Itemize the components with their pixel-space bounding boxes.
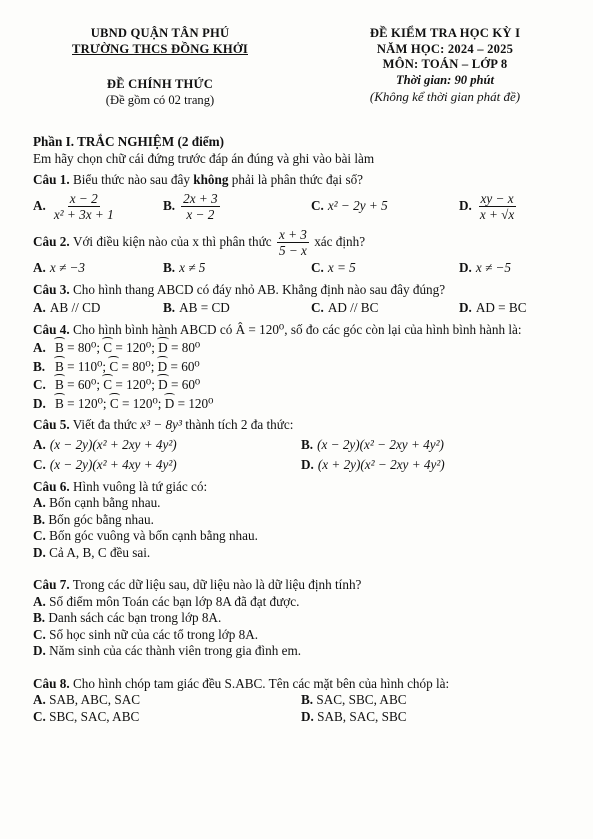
option-letter: D. bbox=[459, 260, 472, 276]
option-text: x ≠ 5 bbox=[179, 260, 206, 276]
option-letter: A. bbox=[33, 436, 46, 452]
option-text: SBC, SAC, ABC bbox=[49, 708, 140, 724]
option-text: Bốn góc vuông và bốn cạnh bằng nhau. bbox=[49, 528, 258, 544]
q4-text-b: , số đo các góc còn lại của hình bình hành là: bbox=[284, 321, 522, 337]
option-letter: A. bbox=[33, 197, 46, 213]
q3-label: Câu 3. bbox=[33, 281, 70, 297]
q3-option-d[interactable] bbox=[459, 300, 527, 317]
q5-option-a[interactable] bbox=[33, 437, 301, 454]
q2-text-end: xác định? bbox=[314, 234, 366, 250]
option-text: Năm sinh của các thành viên trong gia đình em. bbox=[49, 643, 302, 659]
angle-b: 80⁰ bbox=[77, 340, 97, 356]
q7-options bbox=[33, 594, 573, 660]
option-text: SAB, SAC, SBC bbox=[317, 708, 407, 724]
district-name: UBND QUẬN TÂN PHÚ bbox=[90, 26, 230, 40]
q5-text-a: Viết đa thức bbox=[72, 417, 137, 433]
angle-b: 120⁰ bbox=[77, 395, 103, 411]
q3-option-b[interactable] bbox=[163, 300, 311, 317]
option-text: Bốn góc bằng nhau. bbox=[48, 511, 154, 527]
q6-option-a[interactable] bbox=[33, 495, 573, 512]
option-letter: D. bbox=[33, 643, 46, 659]
option-letter: B. bbox=[33, 610, 46, 626]
q7-label: Câu 7. bbox=[33, 577, 70, 593]
angle-c: 120⁰ bbox=[132, 395, 158, 411]
q1-c-expr: x² − 2y + 5 bbox=[327, 197, 388, 213]
q4-text-a: Cho hình bình hành ABCD có bbox=[72, 321, 233, 337]
option-letter: B. bbox=[301, 692, 314, 708]
angle-d: 80⁰ bbox=[181, 340, 201, 356]
numerator: x + 3 bbox=[278, 226, 307, 242]
option-text: Bốn cạnh bằng nhau. bbox=[49, 495, 161, 511]
q8-text: Cho hình chóp tam giác đều S.ABC. Tên các mặt bên của hình chóp là: bbox=[72, 675, 450, 691]
option-text: (x − 2y)(x² − 2xy + 4y²) bbox=[317, 436, 444, 452]
option-letter: D. bbox=[301, 457, 314, 473]
q3-options bbox=[33, 300, 573, 317]
q3-option-c[interactable] bbox=[311, 300, 459, 317]
q4-option-d[interactable]: D. B = 120⁰; C = 120⁰; D = 120⁰ bbox=[33, 395, 214, 411]
option-letter: A. bbox=[33, 340, 46, 356]
option-letter: D. bbox=[33, 395, 46, 411]
q6-text: Hình vuông là tứ giác có: bbox=[72, 478, 208, 494]
option-text: AD // BC bbox=[327, 300, 379, 316]
angle-b: 60⁰ bbox=[77, 377, 97, 393]
question-1 bbox=[33, 172, 573, 189]
option-letter: A. bbox=[33, 260, 46, 276]
angle-b: 110⁰ bbox=[77, 358, 103, 374]
question-7 bbox=[33, 577, 573, 594]
option-text: (x − 2y)(x² + 4xy + 4y²) bbox=[49, 457, 177, 473]
q4-option-a[interactable]: A. B = 80⁰; C = 120⁰; D = 80⁰ bbox=[33, 340, 201, 356]
q3-text: Cho hình thang ABCD có đáy nhỏ AB. Khẳng định nào sau đây đúng? bbox=[72, 281, 446, 297]
q4-option-c[interactable]: C. B = 60⁰; C = 120⁰; D = 60⁰ bbox=[33, 377, 201, 393]
q8-options bbox=[33, 692, 573, 725]
q1-option-b[interactable] bbox=[163, 191, 311, 222]
q2-option-a[interactable] bbox=[33, 260, 163, 277]
option-letter: C. bbox=[33, 708, 46, 724]
option-text: (x + 2y)(x² − 2xy + 4y²) bbox=[317, 457, 445, 473]
option-letter: A. bbox=[33, 593, 46, 609]
q2-option-c[interactable] bbox=[311, 260, 459, 277]
denominator: 5 − x bbox=[278, 243, 307, 259]
school-name: TRƯỜNG THCS ĐỒNG KHỞI bbox=[72, 41, 248, 56]
q5-poly: x³ − 8y³ bbox=[140, 417, 182, 433]
option-letter: A. bbox=[33, 692, 46, 708]
angle-d: 120⁰ bbox=[188, 395, 214, 411]
option-letter: C. bbox=[33, 457, 46, 473]
q5-text-b: thành tích 2 đa thức: bbox=[185, 417, 294, 433]
q5-options bbox=[33, 437, 573, 474]
header-right bbox=[300, 26, 590, 105]
option-text: AD = BC bbox=[475, 300, 527, 316]
denominator: x + √x bbox=[479, 206, 515, 222]
option-text: Số học sinh nữ của các tổ trong lớp 8A. bbox=[49, 626, 259, 642]
q5-option-c[interactable] bbox=[33, 457, 301, 474]
q6-option-b[interactable] bbox=[33, 512, 573, 529]
q1-option-c[interactable] bbox=[311, 198, 459, 215]
q8-option-b[interactable] bbox=[301, 692, 573, 709]
q1-text-c: phải là phân thức đại số? bbox=[231, 172, 364, 187]
q1-label: Câu 1. bbox=[33, 172, 70, 187]
q3-option-a[interactable] bbox=[33, 300, 163, 317]
q1-text-b: không bbox=[193, 172, 229, 187]
option-text: Số điểm môn Toán các bạn lớp 8A đã đạt được. bbox=[49, 593, 300, 609]
question-8 bbox=[33, 676, 573, 693]
option-letter: C. bbox=[311, 197, 324, 213]
option-text: AB // CD bbox=[49, 300, 101, 316]
q1-option-a[interactable] bbox=[33, 191, 163, 222]
option-text: AB = CD bbox=[179, 300, 230, 316]
page-count-note: (Đề gồm có 02 trang) bbox=[105, 93, 215, 108]
denominator: x² + 3x + 1 bbox=[53, 206, 114, 222]
official-label: ĐỀ CHÍNH THỨC bbox=[106, 77, 214, 92]
q8-label: Câu 8. bbox=[33, 675, 70, 691]
q7-option-a[interactable] bbox=[33, 594, 573, 611]
q4-label: Câu 4. bbox=[33, 321, 70, 337]
q4-options bbox=[33, 340, 573, 412]
q5-label: Câu 5. bbox=[33, 417, 70, 433]
q4-option-b[interactable]: B. B = 110⁰; C = 80⁰; D = 60⁰ bbox=[33, 358, 200, 374]
q7-option-d[interactable] bbox=[33, 643, 573, 660]
option-letter: B. bbox=[33, 511, 46, 527]
option-letter: B. bbox=[163, 300, 176, 316]
denominator: x − 2 bbox=[186, 206, 215, 222]
subject: MÔN: TOÁN – LỚP 8 bbox=[382, 57, 508, 72]
q1-a-fraction bbox=[52, 191, 116, 222]
school-year: NĂM HỌC: 2024 – 2025 bbox=[376, 41, 514, 56]
question-5 bbox=[33, 417, 573, 434]
option-text: (x − 2y)(x² + 2xy + 4y²) bbox=[49, 436, 177, 452]
q8-option-d[interactable] bbox=[301, 709, 573, 726]
q4-angle: Â = 120⁰ bbox=[235, 321, 285, 337]
option-letter: D. bbox=[33, 544, 46, 560]
option-letter: A. bbox=[33, 300, 46, 316]
q7-option-b[interactable] bbox=[33, 610, 573, 627]
option-letter: B. bbox=[163, 260, 176, 276]
q2-label: Câu 2. bbox=[33, 234, 70, 250]
option-text: SAC, SBC, ABC bbox=[316, 692, 407, 708]
duration: Thời gian: 90 phút bbox=[395, 73, 495, 88]
angle-d: 60⁰ bbox=[181, 358, 200, 374]
q2-text: Với điều kiện nào của x thì phân thức bbox=[72, 234, 272, 250]
q6-option-c[interactable] bbox=[33, 528, 573, 545]
numerator: xy − x bbox=[480, 190, 514, 206]
q1-text-a: Biểu thức nào sau đây bbox=[72, 172, 190, 187]
angle-c: 80⁰ bbox=[132, 358, 151, 374]
question-4 bbox=[33, 322, 573, 339]
option-text: SAB, ABC, SAC bbox=[49, 692, 141, 708]
option-text: Cả A, B, C đều sai. bbox=[49, 544, 151, 560]
q2-options bbox=[33, 260, 573, 277]
angle-d: 60⁰ bbox=[181, 377, 201, 393]
q6-options bbox=[33, 495, 573, 561]
option-text: Danh sách các bạn trong lớp 8A. bbox=[48, 610, 222, 626]
q6-option-d[interactable] bbox=[33, 545, 573, 562]
q1-options bbox=[33, 191, 573, 222]
option-text: x ≠ −5 bbox=[475, 260, 512, 276]
angle-c: 120⁰ bbox=[126, 340, 152, 356]
q2-fraction bbox=[277, 227, 309, 258]
q1-b-fraction bbox=[181, 191, 220, 222]
option-letter: B. bbox=[33, 358, 46, 374]
option-letter: C. bbox=[33, 626, 46, 642]
option-letter: A. bbox=[33, 495, 46, 511]
q5-option-b[interactable] bbox=[301, 437, 573, 454]
q8-option-a[interactable] bbox=[33, 692, 301, 709]
q6-label: Câu 6. bbox=[33, 478, 70, 494]
q7-text: Trong các dữ liệu sau, dữ liệu nào là dữ liệu định tính? bbox=[72, 577, 362, 593]
question-2 bbox=[33, 227, 573, 258]
question-6 bbox=[33, 479, 573, 496]
header-left bbox=[30, 26, 290, 109]
q5-option-d[interactable] bbox=[301, 457, 573, 474]
exam-content bbox=[33, 134, 573, 725]
duration-note: (Không kể thời gian phát đề) bbox=[369, 88, 521, 104]
option-letter: B. bbox=[301, 436, 314, 452]
option-text: x = 5 bbox=[327, 260, 356, 276]
q7-option-c[interactable] bbox=[33, 627, 573, 644]
part1-instruction: Em hãy chọn chữ cái đứng trước đáp án đúng và ghi vào bài làm bbox=[33, 150, 375, 166]
option-text: x ≠ −3 bbox=[49, 260, 86, 276]
option-letter: C. bbox=[33, 528, 46, 544]
question-3 bbox=[33, 282, 573, 299]
part1-title: Phần I. TRẮC NGHIỆM (2 điểm) bbox=[33, 134, 224, 149]
q2-option-b[interactable] bbox=[163, 260, 311, 277]
exam-title: ĐỀ KIỂM TRA HỌC KỲ I bbox=[369, 26, 521, 40]
option-letter: B. bbox=[163, 197, 176, 213]
angle-c: 120⁰ bbox=[126, 377, 152, 393]
numerator: x − 2 bbox=[69, 190, 98, 206]
option-letter: C. bbox=[311, 260, 324, 276]
numerator: 2x + 3 bbox=[183, 190, 218, 206]
q8-option-c[interactable] bbox=[33, 709, 301, 726]
q1-d-fraction bbox=[478, 191, 516, 222]
option-letter: C. bbox=[33, 377, 46, 393]
q1-option-d[interactable] bbox=[459, 191, 518, 222]
option-letter: C. bbox=[311, 300, 324, 316]
q2-option-d[interactable] bbox=[459, 260, 511, 277]
option-letter: D. bbox=[459, 197, 472, 213]
option-letter: D. bbox=[459, 300, 472, 316]
option-letter: D. bbox=[301, 708, 314, 724]
